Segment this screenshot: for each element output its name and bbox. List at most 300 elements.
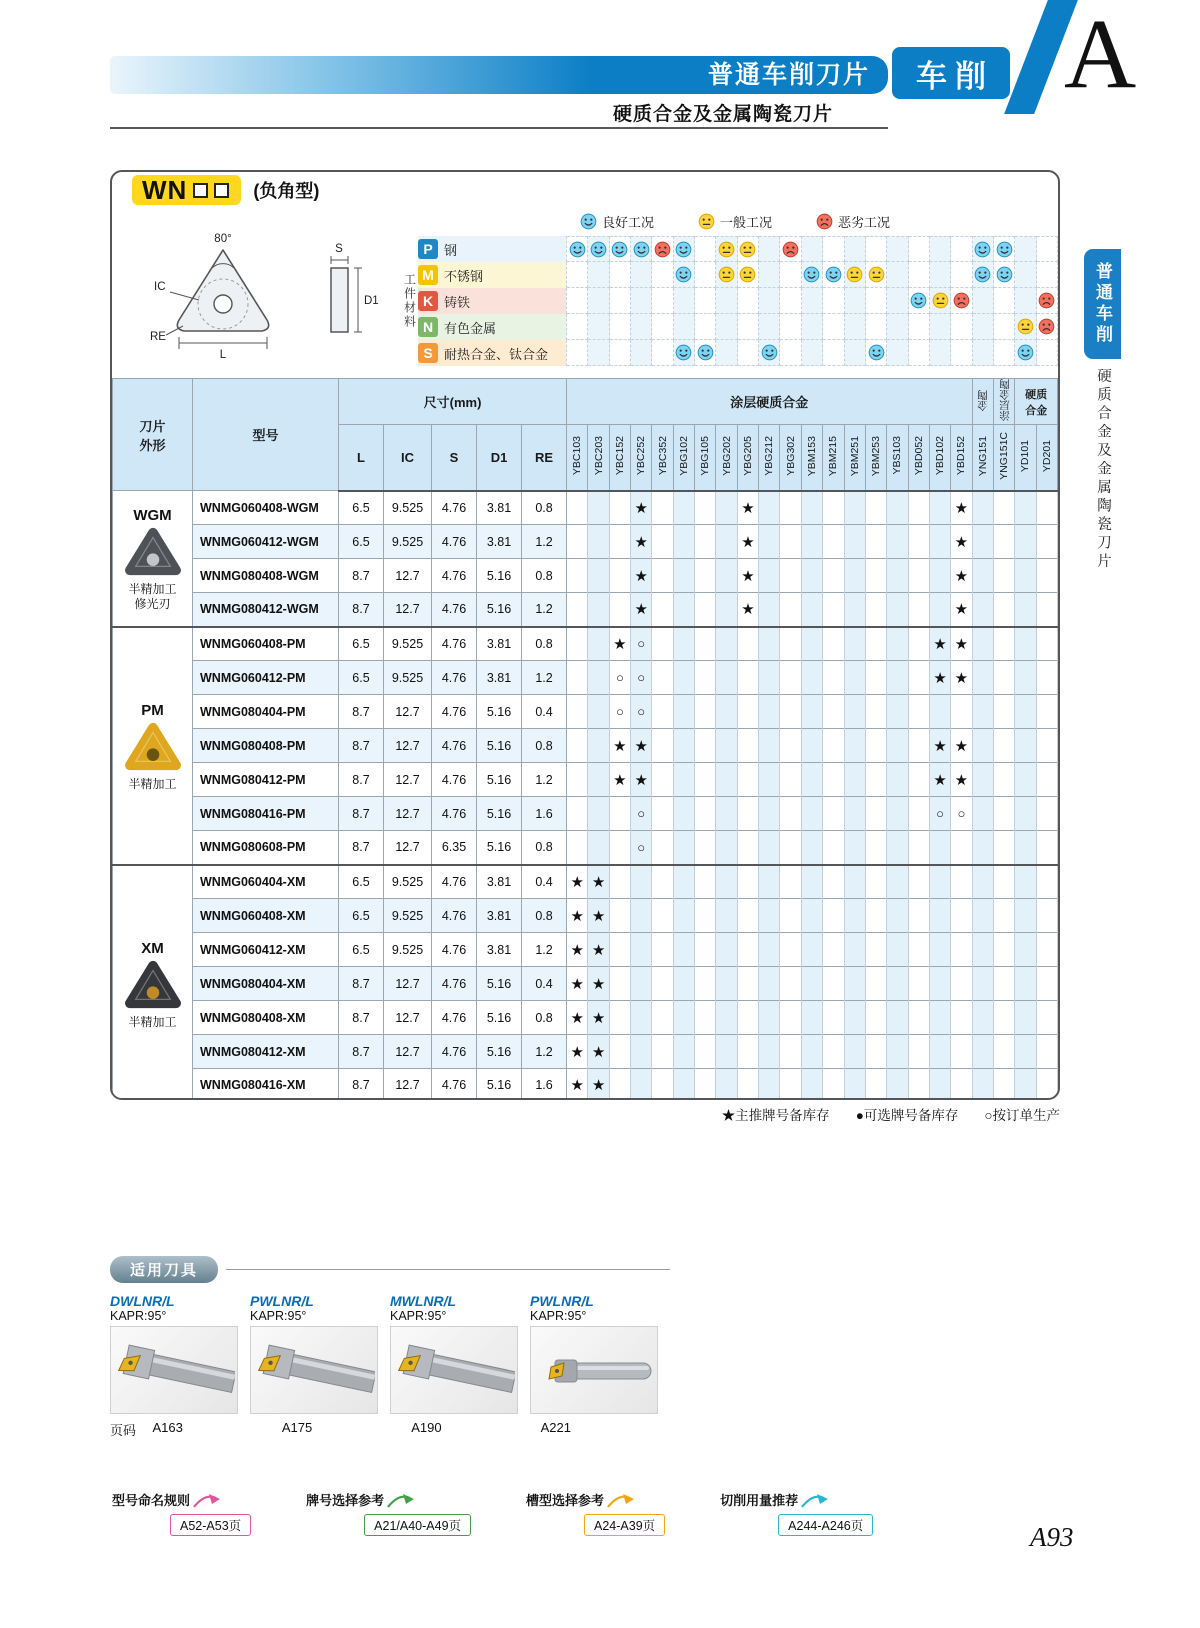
dim-cell: 5.16 bbox=[477, 1001, 522, 1035]
grade-mark-cell bbox=[844, 899, 865, 933]
grade-mark-cell bbox=[865, 899, 886, 933]
material-name: 有色金属 bbox=[444, 320, 497, 336]
tool-name: PWLNR/L bbox=[530, 1293, 594, 1309]
suitability-cell bbox=[951, 236, 972, 262]
grade-mark-cell bbox=[695, 593, 716, 627]
grade-mark-cell: ★ bbox=[737, 593, 758, 627]
grade-mark-cell bbox=[780, 865, 801, 899]
grade-mark-cell bbox=[801, 593, 822, 627]
grade-mark-cell bbox=[865, 1069, 886, 1101]
grade-mark-cell bbox=[780, 967, 801, 1001]
col-header-dims: 尺寸(mm) bbox=[339, 379, 567, 425]
grade-mark-cell bbox=[652, 491, 673, 525]
suitability-cell bbox=[759, 236, 780, 262]
good-face-icon bbox=[974, 266, 991, 283]
grade-mark-cell bbox=[972, 763, 993, 797]
grade-header: YBC252 bbox=[631, 425, 652, 491]
suitability-cell bbox=[738, 340, 759, 366]
dim-cell: 1.6 bbox=[522, 797, 567, 831]
poor-face-icon bbox=[1038, 318, 1055, 335]
good-face-icon bbox=[910, 292, 927, 309]
dim-cell: 3.81 bbox=[477, 899, 522, 933]
grade-mark-cell bbox=[865, 525, 886, 559]
grade-mark-cell bbox=[673, 661, 694, 695]
dim-cell: 12.7 bbox=[384, 1069, 432, 1101]
grade-mark-cell bbox=[908, 695, 929, 729]
suitability-cell bbox=[951, 288, 972, 314]
grade-mark-cell bbox=[929, 1001, 950, 1035]
table-row bbox=[113, 627, 1058, 661]
dim-cell: 9.525 bbox=[384, 865, 432, 899]
suitability-cell bbox=[887, 288, 908, 314]
grade-mark-cell bbox=[588, 593, 609, 627]
grade-mark-cell bbox=[673, 729, 694, 763]
model-cell: WNMG080408-WGM bbox=[193, 559, 339, 593]
side-tab bbox=[1084, 249, 1121, 359]
grade-mark-cell: ★ bbox=[951, 525, 972, 559]
suitability-cell bbox=[610, 236, 631, 262]
grade-mark-cell: ★ bbox=[567, 1035, 588, 1069]
link-label: 牌号选择参考 bbox=[306, 1493, 385, 1508]
grade-header: YBD102 bbox=[929, 425, 950, 491]
grade-mark-cell bbox=[588, 627, 609, 661]
dim-cell: 8.7 bbox=[339, 1069, 384, 1101]
suitability-cell bbox=[802, 236, 823, 262]
table-row bbox=[113, 593, 1058, 627]
dim-cell: 6.5 bbox=[339, 933, 384, 967]
suitability-cell bbox=[973, 288, 994, 314]
suitability-cell bbox=[1015, 262, 1036, 288]
grade-mark-cell bbox=[716, 491, 737, 525]
grade-mark-cell bbox=[801, 967, 822, 1001]
page-ref-box[interactable]: A244-A246页 bbox=[778, 1514, 873, 1536]
grade-mark-cell bbox=[567, 593, 588, 627]
grade-mark-cell bbox=[737, 661, 758, 695]
grade-mark-cell bbox=[1015, 627, 1036, 661]
dim-cell: 5.16 bbox=[477, 763, 522, 797]
col-header-carbide: 硬质 合金 bbox=[1015, 379, 1058, 425]
tool-image bbox=[250, 1326, 378, 1414]
grade-mark-cell bbox=[695, 1035, 716, 1069]
grade-mark-cell bbox=[780, 661, 801, 695]
normal-face-icon bbox=[698, 213, 715, 230]
tool-image bbox=[530, 1326, 658, 1414]
stock-legend-item: ○按订单生产 bbox=[984, 1108, 1060, 1123]
suitability-cell bbox=[567, 262, 588, 288]
grade-mark-cell bbox=[673, 695, 694, 729]
suitability-cell bbox=[631, 340, 652, 366]
good-face-icon bbox=[996, 241, 1013, 258]
insert-table bbox=[112, 378, 1058, 1100]
dim-cell: 8.7 bbox=[339, 695, 384, 729]
svg-text:D1: D1 bbox=[364, 295, 379, 307]
suitability-cell bbox=[631, 314, 652, 340]
grade-mark-cell: ★ bbox=[929, 661, 950, 695]
grade-mark-cell bbox=[887, 593, 908, 627]
grade-header: YBS103 bbox=[887, 425, 908, 491]
grade-header: YBM253 bbox=[865, 425, 886, 491]
dim-cell: 4.76 bbox=[432, 627, 477, 661]
grade-mark-cell: ★ bbox=[631, 491, 652, 525]
grade-mark-cell bbox=[588, 695, 609, 729]
dim-cell: 6.35 bbox=[432, 831, 477, 865]
grade-mark-cell: ★ bbox=[588, 1069, 609, 1101]
grade-mark-cell bbox=[844, 593, 865, 627]
bottom-link-3 bbox=[720, 1490, 873, 1536]
grade-mark-cell bbox=[865, 661, 886, 695]
dim-cell: 3.81 bbox=[477, 865, 522, 899]
tool-holder-image bbox=[253, 1329, 375, 1411]
grade-mark-cell bbox=[993, 865, 1014, 899]
grade-mark-cell bbox=[908, 559, 929, 593]
suitability-cell bbox=[695, 236, 716, 262]
grade-mark-cell bbox=[588, 763, 609, 797]
normal-face-icon bbox=[718, 241, 735, 258]
placeholder-square-icon bbox=[214, 183, 229, 198]
tool-page-ref[interactable]: A163 bbox=[152, 1420, 183, 1435]
good-face-icon bbox=[1017, 344, 1034, 361]
material-code-badge: N bbox=[418, 317, 438, 337]
normal-face-icon bbox=[868, 266, 885, 283]
material-name: 耐热合金、钛合金 bbox=[444, 346, 549, 362]
suitability-cell bbox=[738, 262, 759, 288]
suitability-cell bbox=[588, 288, 609, 314]
grade-mark-cell bbox=[609, 525, 630, 559]
series-header bbox=[112, 172, 1058, 208]
material-row-M bbox=[418, 262, 1058, 288]
grade-mark-cell: ★ bbox=[929, 763, 950, 797]
suitability-cell bbox=[738, 314, 759, 340]
dim-cell: 5.16 bbox=[477, 593, 522, 627]
grade-mark-cell bbox=[737, 763, 758, 797]
tool-card-0 bbox=[110, 1293, 240, 1414]
good-face-icon bbox=[697, 344, 714, 361]
grade-mark-cell bbox=[1036, 763, 1057, 797]
good-face-icon bbox=[803, 266, 820, 283]
model-cell: WNMG060408-PM bbox=[193, 627, 339, 661]
grade-mark-cell bbox=[759, 933, 780, 967]
grade-mark-cell bbox=[652, 865, 673, 899]
grade-mark-cell bbox=[673, 899, 694, 933]
grade-mark-cell bbox=[951, 1035, 972, 1069]
grade-mark-cell bbox=[844, 1001, 865, 1035]
dim-cell: 8.7 bbox=[339, 831, 384, 865]
suitability-cell bbox=[567, 236, 588, 262]
suitability-cell bbox=[716, 288, 737, 314]
grade-mark-cell bbox=[908, 661, 929, 695]
grade-mark-cell bbox=[844, 831, 865, 865]
grade-mark-cell bbox=[695, 661, 716, 695]
grade-mark-cell bbox=[908, 1069, 929, 1101]
dim-cell: 1.2 bbox=[522, 933, 567, 967]
grade-mark-cell bbox=[993, 1035, 1014, 1069]
grade-mark-cell: ★ bbox=[951, 661, 972, 695]
grade-mark-cell bbox=[844, 1035, 865, 1069]
suitability-cell bbox=[759, 314, 780, 340]
top-area bbox=[112, 208, 1058, 378]
suitability-cell bbox=[887, 236, 908, 262]
grade-mark-cell bbox=[673, 831, 694, 865]
grade-mark-cell bbox=[567, 695, 588, 729]
page-ref-box[interactable]: A24-A39页 bbox=[584, 1514, 665, 1536]
grade-header: YBG102 bbox=[673, 425, 694, 491]
suitability-cell bbox=[674, 262, 695, 288]
grade-mark-cell bbox=[908, 1035, 929, 1069]
grade-mark-cell bbox=[993, 899, 1014, 933]
page-ref-box[interactable]: A52-A53页 bbox=[170, 1514, 251, 1536]
grade-mark-cell bbox=[567, 559, 588, 593]
dim-cell: 6.5 bbox=[339, 865, 384, 899]
grade-mark-cell bbox=[865, 797, 886, 831]
grade-mark-cell bbox=[801, 661, 822, 695]
dim-cell: 0.4 bbox=[522, 695, 567, 729]
suitability-cell bbox=[1015, 314, 1036, 340]
grade-mark-cell bbox=[801, 865, 822, 899]
grade-mark-cell bbox=[716, 967, 737, 1001]
grade-mark-cell bbox=[716, 525, 737, 559]
grade-mark-cell bbox=[652, 1001, 673, 1035]
grade-mark-cell bbox=[823, 1001, 844, 1035]
normal-face-icon bbox=[739, 266, 756, 283]
grade-mark-cell bbox=[588, 831, 609, 865]
suitability-cell bbox=[930, 288, 951, 314]
grade-mark-cell bbox=[567, 627, 588, 661]
suitability-cell bbox=[930, 340, 951, 366]
side-tab-label: 普通车削 bbox=[1093, 262, 1112, 346]
grade-mark-cell bbox=[652, 899, 673, 933]
grade-mark-cell bbox=[823, 967, 844, 1001]
dim-cell: 4.76 bbox=[432, 797, 477, 831]
grade-mark-cell: ★ bbox=[631, 593, 652, 627]
grade-mark-cell bbox=[1015, 491, 1036, 525]
suitability-cell bbox=[588, 236, 609, 262]
dim-cell: 0.4 bbox=[522, 865, 567, 899]
suitability-cell bbox=[909, 288, 930, 314]
grade-mark-cell bbox=[780, 525, 801, 559]
page-ref-box[interactable]: A21/A40-A49页 bbox=[364, 1514, 471, 1536]
grade-mark-cell bbox=[823, 559, 844, 593]
table-row bbox=[113, 1035, 1058, 1069]
grade-mark-cell bbox=[652, 695, 673, 729]
grade-mark-cell bbox=[929, 525, 950, 559]
dim-cell: 5.16 bbox=[477, 729, 522, 763]
dim-cell: 1.6 bbox=[522, 1069, 567, 1101]
grade-mark-cell bbox=[1036, 729, 1057, 763]
grade-mark-cell bbox=[929, 593, 950, 627]
grade-mark-cell bbox=[716, 899, 737, 933]
suitability-cell bbox=[802, 262, 823, 288]
dim-header: IC bbox=[384, 425, 432, 491]
table-row bbox=[113, 695, 1058, 729]
grade-mark-cell: ★ bbox=[951, 559, 972, 593]
grade-mark-cell: ★ bbox=[951, 763, 972, 797]
grade-mark-cell bbox=[652, 627, 673, 661]
grade-mark-cell bbox=[972, 1069, 993, 1101]
dim-cell: 5.16 bbox=[477, 559, 522, 593]
grade-mark-cell bbox=[652, 797, 673, 831]
grade-mark-cell bbox=[609, 593, 630, 627]
grade-mark-cell bbox=[908, 933, 929, 967]
dim-cell: 12.7 bbox=[384, 559, 432, 593]
dim-cell: 4.76 bbox=[432, 593, 477, 627]
dim-cell: 4.76 bbox=[432, 729, 477, 763]
grade-mark-cell bbox=[631, 1069, 652, 1101]
grade-mark-cell bbox=[1036, 899, 1057, 933]
grade-mark-cell bbox=[972, 729, 993, 763]
curved-arrow-icon bbox=[606, 1491, 636, 1509]
grade-mark-cell bbox=[695, 525, 716, 559]
grade-header: YBC352 bbox=[652, 425, 673, 491]
dim-cell: 12.7 bbox=[384, 695, 432, 729]
grade-mark-cell bbox=[908, 491, 929, 525]
grade-mark-cell bbox=[929, 933, 950, 967]
grade-mark-cell: ★ bbox=[951, 593, 972, 627]
grade-mark-cell bbox=[673, 865, 694, 899]
grade-mark-cell bbox=[801, 933, 822, 967]
grade-mark-cell bbox=[887, 627, 908, 661]
grade-mark-cell bbox=[673, 491, 694, 525]
grade-mark-cell bbox=[993, 933, 1014, 967]
table-row bbox=[113, 763, 1058, 797]
grade-mark-cell bbox=[759, 831, 780, 865]
grade-mark-cell bbox=[759, 593, 780, 627]
grade-header: YBG212 bbox=[759, 425, 780, 491]
tool-kapr: KAPR:95° bbox=[390, 1309, 447, 1323]
grade-mark-cell bbox=[737, 865, 758, 899]
grade-mark-cell bbox=[865, 627, 886, 661]
grade-header: YBC152 bbox=[609, 425, 630, 491]
good-face-icon bbox=[675, 241, 692, 258]
grade-mark-cell bbox=[801, 1069, 822, 1101]
grade-mark-cell bbox=[780, 1001, 801, 1035]
dim-cell: 3.81 bbox=[477, 661, 522, 695]
grade-mark-cell bbox=[887, 865, 908, 899]
grade-mark-cell bbox=[673, 1069, 694, 1101]
suitability-cell bbox=[845, 236, 866, 262]
grade-mark-cell bbox=[972, 1001, 993, 1035]
grade-mark-cell bbox=[759, 797, 780, 831]
tool-card-1 bbox=[250, 1293, 380, 1414]
grade-mark-cell bbox=[823, 1069, 844, 1101]
grade-mark-cell: ★ bbox=[588, 933, 609, 967]
suitability-cell bbox=[780, 288, 801, 314]
grade-mark-cell bbox=[652, 831, 673, 865]
grade-header: YNG151C bbox=[993, 425, 1014, 491]
grade-mark-cell bbox=[609, 1069, 630, 1101]
grade-mark-cell bbox=[588, 797, 609, 831]
tool-page-ref[interactable]: A190 bbox=[411, 1420, 442, 1435]
grade-mark-cell bbox=[737, 729, 758, 763]
grade-mark-cell bbox=[801, 899, 822, 933]
suitability-cell bbox=[1015, 236, 1036, 262]
grade-mark-cell bbox=[631, 933, 652, 967]
suitability-cell bbox=[716, 314, 737, 340]
dim-cell: 0.8 bbox=[522, 627, 567, 661]
grade-mark-cell: ★ bbox=[567, 899, 588, 933]
grade-mark-cell bbox=[673, 1001, 694, 1035]
grade-mark-cell bbox=[695, 899, 716, 933]
grade-mark-cell: ★ bbox=[609, 627, 630, 661]
grade-mark-cell bbox=[673, 797, 694, 831]
curved-arrow-icon bbox=[800, 1491, 830, 1509]
grade-mark-cell bbox=[759, 559, 780, 593]
suitability-cell bbox=[994, 340, 1015, 366]
normal-face-icon bbox=[1017, 318, 1034, 335]
grade-mark-cell bbox=[951, 933, 972, 967]
grade-mark-cell bbox=[887, 763, 908, 797]
grade-mark-cell bbox=[993, 695, 1014, 729]
tool-page-ref[interactable]: A221 bbox=[540, 1420, 572, 1435]
suitability-cell bbox=[973, 262, 994, 288]
dim-cell: 5.16 bbox=[477, 695, 522, 729]
link-label: 槽型选择参考 bbox=[526, 1493, 605, 1508]
grade-mark-cell bbox=[993, 627, 1014, 661]
material-row-P bbox=[418, 236, 1058, 262]
grade-mark-cell bbox=[929, 695, 950, 729]
dim-cell: 6.5 bbox=[339, 661, 384, 695]
suitability-cell bbox=[845, 288, 866, 314]
grade-mark-cell: ★ bbox=[951, 729, 972, 763]
dim-cell: 3.81 bbox=[477, 491, 522, 525]
grade-mark-cell bbox=[1036, 491, 1057, 525]
suitability-cell bbox=[909, 314, 930, 340]
suitability-cell bbox=[610, 288, 631, 314]
tool-name: MWLNR/L bbox=[390, 1293, 457, 1309]
grade-mark-cell bbox=[844, 1069, 865, 1101]
suitability-cell bbox=[567, 340, 588, 366]
tool-page-ref[interactable]: A175 bbox=[281, 1420, 313, 1435]
grade-mark-cell bbox=[993, 763, 1014, 797]
grade-mark-cell bbox=[972, 525, 993, 559]
grade-mark-cell: ★ bbox=[567, 865, 588, 899]
tool-kapr: KAPR:95° bbox=[110, 1309, 167, 1323]
suitability-cell bbox=[994, 236, 1015, 262]
dim-header: L bbox=[339, 425, 384, 491]
suitability-cell bbox=[866, 262, 887, 288]
suitability-cell bbox=[716, 236, 737, 262]
model-cell: WNMG060412-XM bbox=[193, 933, 339, 967]
grade-mark-cell bbox=[1036, 559, 1057, 593]
grade-mark-cell bbox=[737, 1001, 758, 1035]
grade-mark-cell bbox=[972, 627, 993, 661]
table-row bbox=[113, 1001, 1058, 1035]
grade-mark-cell bbox=[695, 797, 716, 831]
suitability-cell bbox=[588, 314, 609, 340]
dim-cell: 6.5 bbox=[339, 899, 384, 933]
good-face-icon bbox=[611, 241, 628, 258]
dim-cell: 12.7 bbox=[384, 967, 432, 1001]
suitability-cell bbox=[759, 262, 780, 288]
grade-mark-cell bbox=[801, 729, 822, 763]
grade-mark-cell bbox=[716, 729, 737, 763]
grade-mark-cell bbox=[759, 627, 780, 661]
dim-cell: 0.8 bbox=[522, 831, 567, 865]
grade-mark-cell: ○ bbox=[609, 695, 630, 729]
grade-mark-cell bbox=[652, 559, 673, 593]
table-row bbox=[113, 933, 1058, 967]
suitability-cell bbox=[930, 236, 951, 262]
table-row bbox=[113, 661, 1058, 695]
grade-mark-cell bbox=[865, 491, 886, 525]
grade-mark-cell bbox=[652, 967, 673, 1001]
dim-cell: 4.76 bbox=[432, 865, 477, 899]
model-cell: WNMG080608-PM bbox=[193, 831, 339, 865]
dim-cell: 1.2 bbox=[522, 661, 567, 695]
grade-mark-cell bbox=[865, 729, 886, 763]
grade-mark-cell bbox=[887, 1069, 908, 1101]
grade-mark-cell bbox=[1015, 865, 1036, 899]
grade-mark-cell bbox=[1036, 661, 1057, 695]
